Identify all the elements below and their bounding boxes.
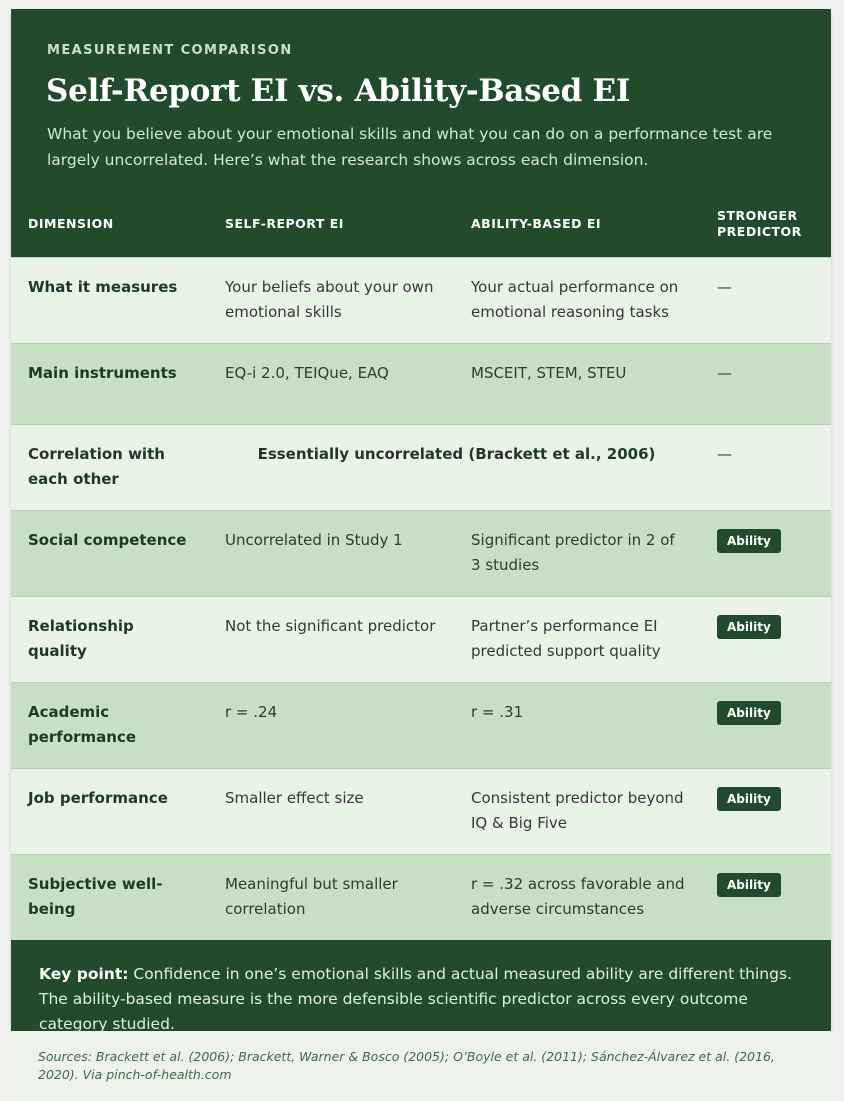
row-dimension: Social competence bbox=[28, 530, 187, 549]
predictor-badge: Ability bbox=[717, 873, 781, 897]
table-header-row bbox=[11, 191, 831, 257]
page-subtitle: What you believe about your emotional skills and what you can do on a performance test are largely uncorrelated. Here’s what the research shows across each dimension. bbox=[47, 125, 773, 169]
key-point-label: Key point: bbox=[39, 964, 129, 983]
row-combined-finding: Essentially uncorrelated (Brackett et al., 2006) bbox=[257, 444, 656, 463]
row-dimension: Academic performance bbox=[28, 702, 137, 746]
row-dimension: Subjective well-being bbox=[28, 874, 163, 918]
comparison-card bbox=[11, 9, 831, 1082]
row-dimension: Job performance bbox=[28, 788, 168, 807]
row-self-report: r = .24 bbox=[225, 702, 278, 721]
row-ability: r = .32 across favorable and adverse circumstances bbox=[471, 874, 685, 918]
row-ability: r = .31 bbox=[471, 702, 524, 721]
key-point-text: Confidence in one’s emotional skills and actual measured ability are different things. The ability-based measure is the more defensible scientific predictor across every outcome category studied. bbox=[39, 964, 792, 1033]
row-self-report: Uncorrelated in Study 1 bbox=[225, 530, 403, 549]
row-self-report: Not the significant predictor bbox=[225, 616, 436, 635]
table-row bbox=[11, 682, 831, 768]
table-row bbox=[11, 424, 831, 510]
sources-footnote: Sources: Brackett et al. (2006); Brackett, Warner & Bosco (2005); O’Boyle et al. (2011); Sánchez-Álvarez et al. (2016, 2020). Via pinch-of-health.com bbox=[11, 1031, 831, 1101]
row-self-report: EQ-i 2.0, TEIQue, EAQ bbox=[225, 363, 389, 382]
row-ability: Consistent predictor beyond IQ & Big Five bbox=[471, 788, 684, 832]
row-predictor bbox=[700, 854, 831, 940]
row-predictor bbox=[700, 596, 831, 682]
row-ability: Your actual performance on emotional reasoning tasks bbox=[471, 277, 679, 321]
row-self-report: Meaningful but smaller correlation bbox=[225, 874, 398, 918]
row-ability: MSCEIT, STEM, STEU bbox=[471, 363, 627, 382]
predictor-badge: Ability bbox=[717, 701, 781, 725]
predictor-badge: Ability bbox=[717, 787, 781, 811]
column-header-predictor: STRONGER PREDICTOR bbox=[717, 207, 802, 239]
card-header bbox=[11, 9, 831, 191]
predictor-badge: Ability bbox=[717, 529, 781, 553]
row-dimension: What it measures bbox=[28, 277, 178, 296]
column-header-dimension: DIMENSION bbox=[28, 215, 114, 231]
row-predictor bbox=[700, 682, 831, 768]
eyebrow-label: MEASUREMENT COMPARISON bbox=[47, 43, 293, 58]
table-row bbox=[11, 768, 831, 854]
comparison-table bbox=[11, 191, 831, 940]
row-predictor bbox=[700, 768, 831, 854]
row-predictor: — bbox=[717, 277, 732, 296]
table-row bbox=[11, 854, 831, 940]
row-dimension: Relationship quality bbox=[28, 616, 134, 660]
row-ability: Partner’s performance EI predicted support quality bbox=[471, 616, 661, 660]
table-row bbox=[11, 596, 831, 682]
table-row bbox=[11, 343, 831, 424]
row-dimension: Main instruments bbox=[28, 363, 177, 382]
table-row bbox=[11, 510, 831, 596]
column-header-ability: ABILITY-BASED EI bbox=[471, 215, 602, 231]
row-self-report: Your beliefs about your own emotional skills bbox=[225, 277, 434, 321]
row-predictor: — bbox=[717, 444, 732, 463]
key-point-callout bbox=[11, 940, 831, 1031]
row-dimension: Correlation with each other bbox=[28, 444, 165, 488]
row-predictor bbox=[700, 510, 831, 596]
row-self-report: Smaller effect size bbox=[225, 788, 364, 807]
table-row bbox=[11, 257, 831, 343]
row-predictor: — bbox=[717, 363, 732, 382]
row-ability: Significant predictor in 2 of 3 studies bbox=[471, 530, 675, 574]
page-title: Self-Report EI vs. Ability-Based EI bbox=[46, 73, 631, 109]
column-header-self-report: SELF-REPORT EI bbox=[225, 215, 344, 231]
predictor-badge: Ability bbox=[717, 615, 781, 639]
